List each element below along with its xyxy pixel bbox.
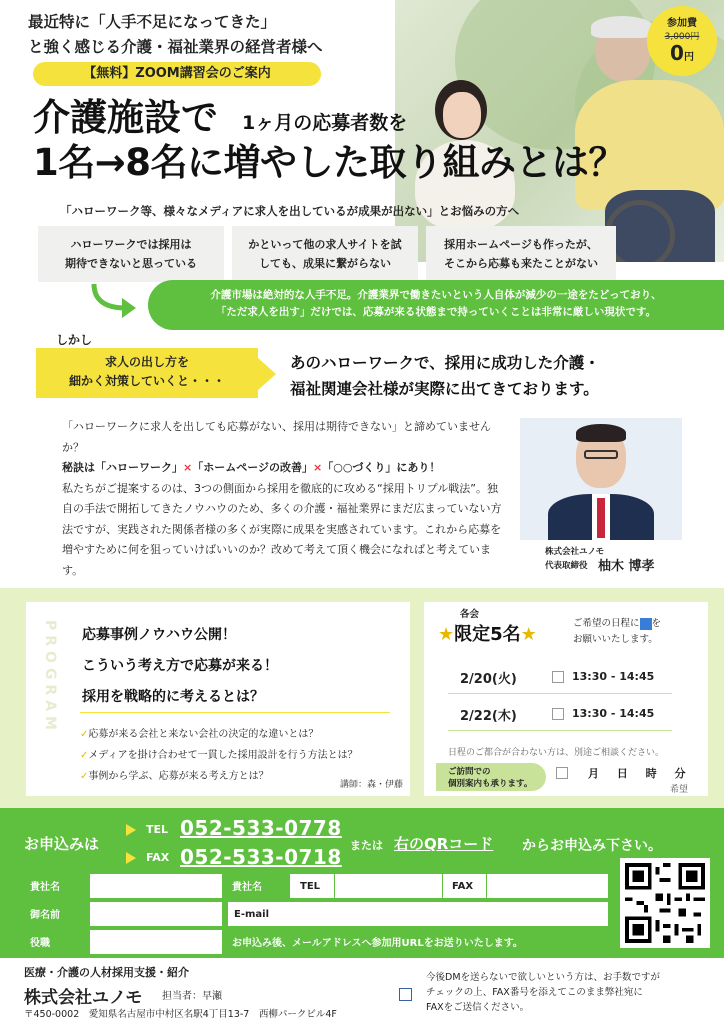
program-heading-3: 採用を戦略的に考えるとは？ (82, 689, 264, 705)
cross-icon: × (313, 461, 323, 474)
visit-datetime-fields: 月 日 時 分 (588, 767, 686, 780)
solution-line-2: 細かく対策していくと・・・ (68, 374, 225, 388)
company-input[interactable] (90, 874, 222, 898)
fax-label: FAX (146, 851, 170, 864)
zoom-seminar-badge: 【無料】ZOOM講習会のご案内 (33, 62, 321, 86)
note-c: お願いいたします。 (573, 634, 658, 645)
note-a: ご希望の日程に (573, 618, 640, 629)
headline-line-2: 1名→8名に増やした取り組みとは？ (33, 141, 625, 184)
arrow-icon (126, 852, 136, 864)
contact-input-row[interactable] (290, 874, 608, 898)
program-heading-1: 応募事例ノウハウ公開！ (82, 627, 236, 643)
worry-box-2 (232, 226, 418, 282)
solution-line-1: 求人の出し方を (104, 355, 189, 369)
visit-checkbox[interactable] (556, 767, 568, 779)
headline-small: 1ヶ月の応募者数を (242, 112, 408, 134)
lecturer-label: 講師：森・伊藤 (340, 780, 404, 790)
form-label-name: 御名前 (30, 910, 60, 921)
lead-line-1: 最近特に「人手不足になってきた」 (28, 13, 277, 31)
dm-line-2: チェックの上、FAX番号を添えてこのまま弊社宛に (426, 987, 643, 998)
bullet-2-text: メディアを掛け合わせて一貫した採用設計を行う方法とは？ (88, 750, 358, 761)
visit-line-1: ご訪問での (448, 767, 491, 777)
slot-1-date: 2/20(火) (460, 672, 517, 687)
qr-code-icon (625, 863, 705, 943)
footer-address: 〒450-0002 愛知県名古屋市中村区名駅4丁目13-7 西柳パークビル4F (24, 1009, 337, 1020)
fee-price: 0 (670, 41, 684, 65)
fax-number[interactable]: 052-533-0718 (180, 845, 342, 869)
form-label-company-2: 貴社名 (232, 882, 262, 893)
note-b: を (651, 618, 662, 629)
secret-c: 「○○づくり」 (322, 461, 397, 474)
secret-d: にあり！ (396, 461, 441, 474)
footer-company: 株式会社ユノモ (24, 988, 143, 1008)
secret-b: 「ホームページの改善」 (192, 461, 313, 474)
form-label-tel: TEL (300, 881, 321, 892)
program-bullet-2 (80, 746, 358, 761)
schedule-each-label: 各会 (460, 609, 480, 620)
slot-2-date: 2/22(木) (460, 709, 517, 724)
dm-line-3: FAXをご送信ください。 (426, 1002, 530, 1013)
worry-box-1 (38, 226, 224, 282)
slot-1-checkbox[interactable] (552, 671, 564, 683)
profile-company: 株式会社ユノモ (545, 547, 605, 557)
program-vertical-label: PROGRAM (42, 620, 58, 735)
body-paragraph-3: 私たちがご提案するのは、3つの側面から採用を徹底的に攻める“採用トリプル戦法”。独自の手法で開拓してきたノウハウのため、多くの介護・福祉業界にまだ広まっていない方法ですが、実践された関係者様の多くが実際に成果を実感されています。これから応募を増やすために何を狙っていけばいいのか？改めて考えて頂く機会になればと考えています。 (62, 481, 502, 577)
worry-2-line-2: しても、成果に繋がらない (259, 257, 391, 270)
checked-box-icon (640, 618, 652, 630)
dm-line-1: 今後DMを送らないで欲しいという方は、お手数ですが (426, 972, 661, 983)
tel-number[interactable]: 052-533-0778 (180, 816, 342, 840)
dm-optout-text (426, 970, 660, 1015)
footer-service: 医療・介護の人材採用支援・紹介 (24, 966, 189, 979)
qr-code-link[interactable]: 右のQRコード (394, 835, 494, 853)
however-label: しかし (56, 333, 93, 347)
fee-label: 参加費 (667, 18, 697, 29)
limit-text: 限定5名 (454, 624, 521, 645)
secret-a: 秘訣は「ハローワーク」 (62, 461, 183, 474)
schedule-divider (448, 730, 672, 731)
position-input[interactable] (90, 930, 222, 954)
slot-2-checkbox[interactable] (552, 708, 564, 720)
worry-intro: 「ハローワーク等、様々なメディアに求人を出しているが成果が出ない」とお悩みの方へ (60, 204, 520, 218)
fee-unit: 円 (683, 52, 694, 63)
market-line-2: 「ただ求人を出す」だけでは、応募が来る状態まで持っていくことは非常に厳しい現状です。 (215, 306, 657, 318)
ceo-portrait (520, 418, 682, 540)
headline-part-1: 介護施設で (33, 96, 218, 139)
email-input[interactable] (228, 902, 608, 926)
footer-contact: 担当者：早瀬 (162, 991, 222, 1002)
or-label: または (350, 839, 383, 852)
curved-arrow-icon (88, 282, 138, 320)
slot-2-time: 13:30 - 14:45 (572, 707, 655, 720)
visit-request-label: 希望 (670, 785, 689, 795)
solution-box (36, 348, 258, 398)
cross-icon: × (183, 461, 193, 474)
bullet-1-text: 応募が来る会社と来ない会社の決定的な違いとは？ (88, 729, 319, 740)
fee-old-price: 3,000円 (664, 32, 700, 42)
bullet-3-text: 事例から学ぶ、応募が来る考え方とは？ (88, 771, 269, 782)
worry-1-line-1: ハローワークでは採用は (70, 238, 192, 251)
worry-3-line-1: 採用ホームページも作ったが、 (444, 238, 598, 251)
worry-box-3 (426, 226, 616, 282)
body-paragraph-1: 「ハローワークに求人を出しても応募がない、採用は期待できない」と諦めていませんか？ (62, 420, 491, 454)
form-label-position: 役職 (30, 938, 50, 949)
dm-optout-checkbox[interactable] (399, 988, 412, 1001)
market-situation-banner (148, 280, 724, 330)
profile-name: 柚木 博孝 (598, 559, 655, 574)
form-label-email: E-mail (234, 909, 270, 920)
program-bullet-3 (80, 767, 269, 782)
visit-line-2: 個別案内も承ります。 (448, 779, 533, 789)
check-icon: ✓ (80, 750, 89, 761)
worry-2-line-1: かといって他の求人サイトを試 (248, 238, 402, 251)
apply-suffix: からお申込み下さい。 (522, 838, 662, 854)
program-heading-2: こういう考え方で応募が来る！ (82, 658, 278, 674)
program-bullet-1 (80, 725, 318, 740)
success-line-1: あのハローワークで、採用に成功した介護・ (290, 354, 600, 372)
secret-line (62, 458, 502, 479)
profile-role: 代表取締役 (545, 561, 588, 571)
success-message (290, 350, 600, 402)
arrow-icon (126, 824, 136, 836)
form-notice: お申込み後、メールアドレスへ参加用URLをお送りいたします。 (232, 938, 523, 949)
qr-code[interactable] (620, 858, 710, 948)
schedule-limit (438, 620, 537, 646)
form-label-company: 貴社名 (30, 882, 60, 893)
lead-text (28, 10, 323, 60)
worry-1-line-2: 期待できないと思っている (65, 257, 197, 270)
star-icon: ★ (520, 624, 537, 645)
success-line-2: 福祉関連会社様が実際に出てきております。 (290, 380, 599, 398)
form-label-fax: FAX (452, 881, 474, 892)
slot-1-time: 13:30 - 14:45 (572, 670, 655, 683)
star-icon: ★ (438, 624, 455, 645)
name-input[interactable] (90, 902, 222, 926)
tel-label: TEL (146, 823, 169, 836)
market-line-1: 介護市場は絶対的な人手不足。介護業界で働きたいという人自体が減少の一途をたどっており、 (210, 289, 662, 301)
apply-title: お申込みは (24, 835, 100, 853)
visit-guide-pill (436, 763, 546, 791)
check-icon: ✓ (80, 729, 89, 740)
worry-3-line-2: そこから応募も来たことがない (444, 257, 598, 270)
lead-line-2: と強く感じる介護・福祉業界の経営者様へ (28, 38, 323, 56)
check-icon: ✓ (80, 771, 89, 782)
schedule-alt-note: 日程のご都合が合わない方は、別途ご相談ください。 (448, 748, 665, 758)
program-divider (80, 712, 390, 713)
solution-arrow-icon (258, 358, 276, 390)
intro-body (62, 417, 502, 581)
fee-badge (647, 6, 717, 76)
schedule-divider (448, 693, 672, 694)
schedule-instruction (573, 616, 661, 648)
